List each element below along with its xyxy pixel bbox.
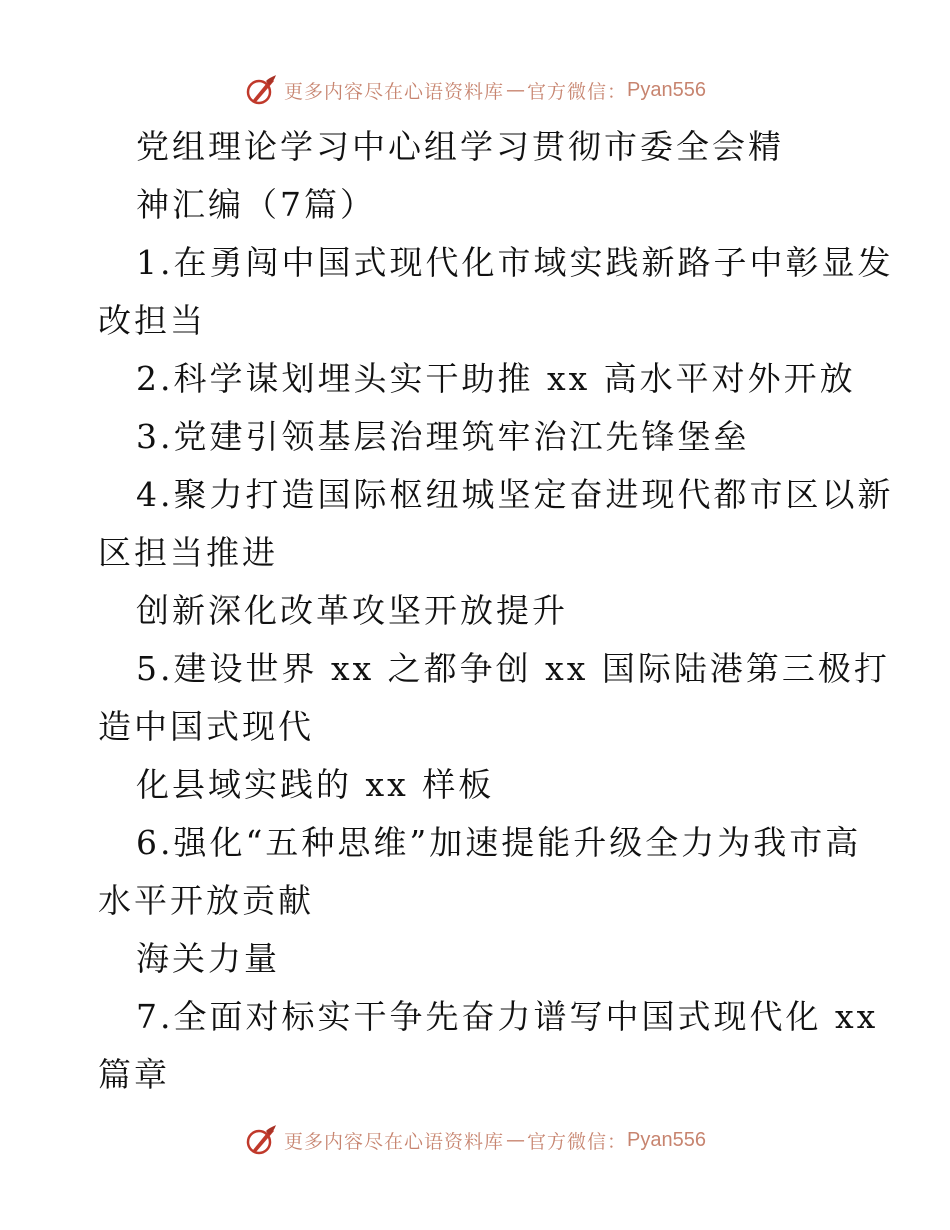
- banner-dash: —: [506, 1129, 526, 1151]
- list-item-6: 6.强化“五种思维”加速提能升级全力为我市高: [136, 823, 862, 862]
- banner-wechat-id: Pyan556: [627, 78, 706, 101]
- banner-wechat-label: 官方微信：: [527, 80, 628, 103]
- footer-banner: [0, 1120, 950, 1160]
- doc-title-line-2: 神汇编（7篇）: [136, 185, 376, 224]
- banner-text: 更多内容尽在心语资料库: [284, 1130, 505, 1153]
- list-item-4-continued: 区担当推进: [98, 533, 278, 572]
- banner-wechat-id: Pyan556: [627, 1128, 706, 1151]
- list-item-7: 7.全面对标实干争先奋力谱写中国式现代化 xx: [136, 997, 879, 1036]
- document-body: [98, 118, 894, 1104]
- list-item-2: 2.科学谋划埋头实干助推 xx 高水平对外开放: [136, 359, 856, 398]
- doc-title-line-1: 党组理论学习中心组学习贯彻市委全会精: [136, 127, 784, 166]
- list-item-4: 4.聚力打造国际枢纽城坚定奋进现代都市区以新: [136, 475, 894, 514]
- list-item-5: 5.建设世界 xx 之都争创 xx 国际陆港第三极打: [136, 649, 890, 688]
- list-item-6-continued: 水平开放贡献: [98, 881, 314, 920]
- list-item-5-continued: 造中国式现代: [98, 707, 314, 746]
- list-item-1-continued: 改担当: [98, 301, 206, 340]
- banner-text: 更多内容尽在心语资料库: [284, 80, 505, 103]
- quill-pen-icon: [244, 73, 278, 107]
- banner-wechat-label: 官方微信：: [527, 1130, 628, 1153]
- quill-pen-icon: [244, 1123, 278, 1157]
- banner-dash: —: [506, 79, 526, 101]
- header-banner: [0, 70, 950, 110]
- list-item-7-continued: 篇章: [98, 1055, 170, 1094]
- list-item-5-continued-2: 化县域实践的 xx 样板: [136, 765, 495, 804]
- list-item-4-continued-2: 创新深化改革攻坚开放提升: [136, 591, 568, 630]
- list-item-6-continued-2: 海关力量: [136, 939, 280, 978]
- list-item-3: 3.党建引领基层治理筑牢治江先锋堡垒: [136, 417, 750, 456]
- list-item-1: 1.在勇闯中国式现代化市域实践新路子中彰显发: [136, 243, 894, 282]
